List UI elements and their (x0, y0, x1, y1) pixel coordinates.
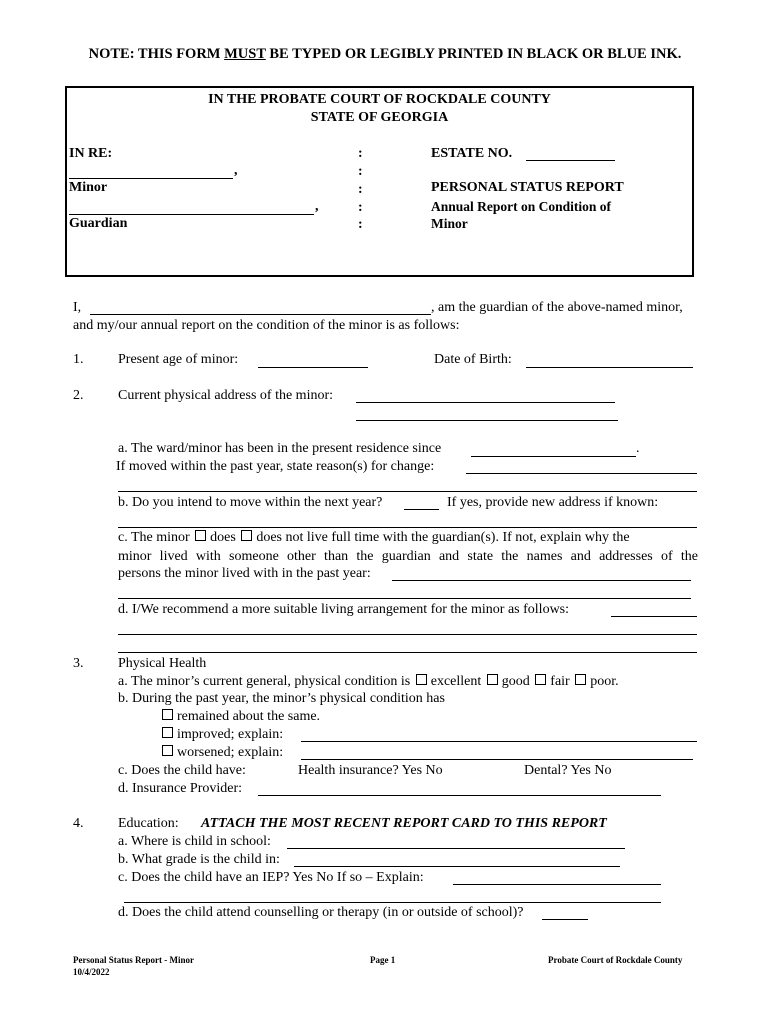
residence-since-label: a. The ward/minor has been in the present residence since (118, 441, 442, 456)
poor-text: poor. (590, 674, 619, 689)
school-field[interactable] (287, 848, 625, 849)
section-1-number: 1. (73, 352, 84, 367)
past-year-persons-field-2[interactable] (118, 598, 691, 599)
moved-reason-field-2[interactable] (118, 491, 697, 492)
footer-court-name: Probate Court of Rockdale County (548, 955, 683, 965)
date-of-birth-field[interactable] (526, 367, 693, 368)
worsened-explain-field[interactable] (301, 759, 693, 760)
in-re-label: IN RE: (69, 146, 113, 161)
colon: : (358, 200, 363, 215)
insurance-provider-field[interactable] (258, 795, 661, 796)
report-title: PERSONAL STATUS REPORT (431, 180, 624, 195)
present-age-label: Present age of minor: (118, 352, 239, 367)
condition-change-label: b. During the past year, the minor’s physical condition has (118, 691, 445, 706)
estate-no-label: ESTATE NO. (431, 146, 513, 161)
intro-line2: and my/our annual report on the condition of the minor is as follows: (73, 318, 460, 333)
good-checkbox[interactable] (487, 674, 498, 685)
counselling-label: d. Does the child attend counselling or therapy (in or outside of school)? (118, 905, 524, 920)
does-checkbox[interactable] (195, 530, 206, 541)
excellent-text: excellent (430, 674, 482, 689)
court-name: IN THE PROBATE COURT OF ROCKDALE COUNTY (208, 92, 551, 107)
moved-reason-field[interactable] (466, 473, 697, 474)
intro-line1-tail: , am the guardian of the above-named minor, (431, 300, 683, 315)
form-instructions-note (0, 46, 770, 63)
residence-since-period: . (636, 441, 640, 456)
recommend-arrangement-field-2[interactable] (118, 634, 697, 635)
report-subtitle-line2: Minor (431, 216, 468, 231)
colon: : (358, 217, 363, 232)
residence-since-field[interactable] (471, 456, 636, 457)
intend-to-move-label: b. Do you intend to move within the next year? (118, 495, 383, 510)
colon: : (358, 164, 363, 179)
physical-health-title: Physical Health (118, 656, 207, 671)
does-not-checkbox[interactable] (241, 530, 252, 541)
estate-no-field[interactable] (526, 160, 615, 161)
health-insurance-question: Health insurance? Yes No (298, 763, 443, 778)
remained-checkbox[interactable] (162, 709, 173, 720)
lives-with-guardian-question (118, 530, 630, 546)
worsened-option (160, 745, 283, 761)
guardian-name-comma: , (315, 199, 319, 214)
guardian-label: Guardian (69, 216, 128, 231)
remained-option (160, 709, 320, 725)
note-text-before: NOTE: THIS FORM (88, 46, 225, 62)
remained-text: remained about the same. (177, 709, 321, 724)
new-address-field[interactable] (118, 527, 697, 528)
note-text-after: BE TYPED OR LEGIBLY PRINTED IN BLACK OR BLUE INK. (265, 46, 682, 62)
minor-name-comma: , (234, 163, 238, 178)
iep-explain-field-2[interactable] (124, 902, 661, 903)
recommend-arrangement-field-3[interactable] (118, 652, 697, 653)
section-4-number: 4. (73, 816, 84, 831)
fair-text: fair (550, 674, 570, 689)
attach-report-card-instruction: ATTACH THE MOST RECENT REPORT CARD TO THIS REPORT (201, 816, 607, 831)
note-must: MUST (224, 46, 266, 62)
minor-name-field[interactable] (69, 178, 233, 179)
iep-label: c. Does the child have an IEP? Yes No If so – Explain: (118, 870, 424, 885)
colon: : (358, 146, 363, 161)
improved-explain-field[interactable] (301, 741, 697, 742)
state-name: STATE OF GEORGIA (310, 110, 449, 125)
iep-explain-field[interactable] (453, 884, 661, 885)
counselling-field[interactable] (542, 919, 588, 920)
physical-condition-label: a. The minor’s current general, physical condition is (118, 674, 411, 689)
minor-text: c. The minor (118, 530, 190, 545)
date-of-birth-label: Date of Birth: (434, 352, 512, 367)
footer-revision-date: 10/4/2022 (73, 967, 110, 977)
colon: : (358, 182, 363, 197)
physical-address-field-1[interactable] (356, 402, 615, 403)
section-3-number: 3. (73, 656, 84, 671)
footer-page-number: Page 1 (370, 955, 396, 965)
section-2-number: 2. (73, 388, 84, 403)
worsened-text: worsened; explain: (177, 745, 284, 760)
improved-option (160, 727, 283, 743)
intro-i: I, (73, 300, 82, 315)
past-year-persons-field[interactable] (392, 580, 691, 581)
child-have-label: c. Does the child have: (118, 763, 246, 778)
lives-with-explain-line2: minor lived with someone other than the guardian and state the names and addresses of the (118, 549, 698, 564)
improved-checkbox[interactable] (162, 727, 173, 738)
worsened-checkbox[interactable] (162, 745, 173, 756)
physical-address-field-2[interactable] (356, 420, 618, 421)
does-not-text: does not live full time with the guardian(s). If not, explain why the (256, 530, 630, 545)
physical-condition-question (118, 674, 619, 690)
report-subtitle-line1: Annual Report on Condition of (431, 199, 612, 214)
grade-field[interactable] (294, 866, 620, 867)
dental-question: Dental? Yes No (524, 763, 612, 778)
minor-label: Minor (69, 180, 108, 195)
moved-reason-label: If moved within the past year, state reason(s) for change: (116, 459, 435, 474)
excellent-checkbox[interactable] (416, 674, 427, 685)
grade-label: b. What grade is the child in: (118, 852, 280, 867)
school-label: a. Where is child in school: (118, 834, 271, 849)
fair-checkbox[interactable] (535, 674, 546, 685)
physical-address-label: Current physical address of the minor: (118, 388, 334, 403)
new-address-label: If yes, provide new address if known: (447, 495, 659, 510)
insurance-provider-label: d. Insurance Provider: (118, 781, 243, 796)
intend-to-move-field[interactable] (404, 509, 439, 510)
does-text: does (210, 530, 236, 545)
footer-form-name: Personal Status Report - Minor (73, 955, 194, 965)
recommend-arrangement-field[interactable] (611, 616, 697, 617)
lives-with-explain-line3: persons the minor lived with in the past year: (118, 566, 371, 581)
guardian-signature-name-field[interactable] (90, 314, 431, 315)
good-text: good (501, 674, 530, 689)
improved-text: improved; explain: (177, 727, 284, 742)
recommend-arrangement-label: d. I/We recommend a more suitable living arrangement for the minor as follows: (118, 602, 570, 617)
poor-checkbox[interactable] (575, 674, 586, 685)
education-label: Education: (118, 816, 179, 831)
guardian-name-field[interactable] (69, 214, 314, 215)
present-age-field[interactable] (258, 367, 368, 368)
